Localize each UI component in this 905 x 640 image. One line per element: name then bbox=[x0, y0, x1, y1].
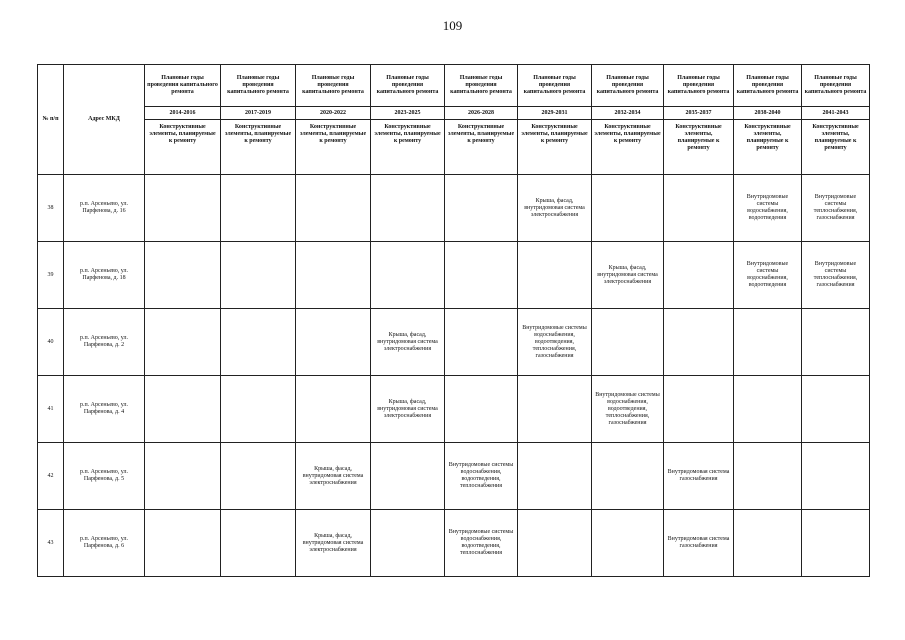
row-number: 42 bbox=[38, 443, 64, 510]
row-cell: Внутридомовые системы теплоснабжения, газоснабжения bbox=[802, 242, 870, 309]
period-title: Плановые годы проведения капитального ремонта bbox=[592, 65, 664, 107]
row-cell bbox=[221, 175, 296, 242]
period-title: Плановые годы проведения капитального ремонта bbox=[445, 65, 518, 107]
table-row bbox=[38, 443, 870, 510]
row-cell bbox=[664, 175, 734, 242]
row-cell: Крыша, фасад, внутридомовая система электроснабжения bbox=[592, 242, 664, 309]
row-cell bbox=[664, 309, 734, 376]
period-elements: Конструктивные элементы, планируемые к ремонту bbox=[445, 120, 518, 175]
period-title: Плановые годы проведения капитального ремонта bbox=[518, 65, 592, 107]
row-cell bbox=[145, 175, 221, 242]
period-elements: Конструктивные элементы, планируемые к ремонту bbox=[592, 120, 664, 175]
period-title: Плановые годы проведения капитального ремонта bbox=[221, 65, 296, 107]
row-cell bbox=[592, 443, 664, 510]
row-cell bbox=[734, 376, 802, 443]
row-cell: Крыша, фасад, внутридомовая система электроснабжения bbox=[371, 376, 445, 443]
period-elements: Конструктивные элементы, планируемые к ремонту bbox=[518, 120, 592, 175]
row-number: 41 bbox=[38, 376, 64, 443]
row-cell: Внутридомовая система газоснабжения bbox=[664, 443, 734, 510]
row-cell bbox=[221, 443, 296, 510]
row-cell bbox=[221, 376, 296, 443]
period-years: 2020-2022 bbox=[296, 107, 371, 120]
row-cell bbox=[445, 175, 518, 242]
period-title: Плановые годы проведения капитального ремонта bbox=[371, 65, 445, 107]
row-cell bbox=[371, 510, 445, 577]
row-cell bbox=[664, 376, 734, 443]
row-cell bbox=[592, 309, 664, 376]
period-years: 2023-2025 bbox=[371, 107, 445, 120]
period-elements: Конструктивные элементы, планируемые к ремонту bbox=[734, 120, 802, 175]
row-cell bbox=[518, 376, 592, 443]
row-cell: Внутридомовые системы водоснабжения, водоотведения, теплоснабжения bbox=[445, 443, 518, 510]
row-cell: Внутридомовые системы водоснабжения, водоотведения, теплоснабжения, газоснабжения bbox=[518, 309, 592, 376]
row-cell bbox=[518, 443, 592, 510]
row-cell bbox=[445, 309, 518, 376]
period-title: Плановые годы проведения капитального ремонта bbox=[296, 65, 371, 107]
row-cell bbox=[802, 309, 870, 376]
row-cell bbox=[734, 309, 802, 376]
row-cell bbox=[221, 242, 296, 309]
row-cell bbox=[518, 242, 592, 309]
period-elements: Конструктивные элементы, планируемые к ремонту bbox=[296, 120, 371, 175]
row-cell bbox=[145, 510, 221, 577]
row-cell bbox=[518, 510, 592, 577]
table-body bbox=[38, 175, 870, 577]
row-cell bbox=[221, 510, 296, 577]
row-cell: Внутридомовые системы водоснабжения, водоотведения, теплоснабжения, газоснабжения bbox=[592, 376, 664, 443]
row-cell bbox=[371, 443, 445, 510]
row-address: р.п. Арсеньево, ул. Парфенова, д. 5 bbox=[64, 443, 145, 510]
row-cell: Крыша, фасад, внутридомовая система электроснабжения bbox=[371, 309, 445, 376]
column-header-number: № п/п bbox=[38, 65, 64, 175]
row-cell bbox=[664, 242, 734, 309]
row-cell bbox=[145, 443, 221, 510]
row-cell: Крыша, фасад, внутридомовая система электроснабжения bbox=[296, 510, 371, 577]
period-years: 2014-2016 bbox=[145, 107, 221, 120]
period-years: 2041-2043 bbox=[802, 107, 870, 120]
row-cell: Крыша, фасад, внутридомовая система электроснабжения bbox=[296, 443, 371, 510]
row-cell bbox=[296, 242, 371, 309]
period-elements: Конструктивные элементы, планируемые к ремонту bbox=[221, 120, 296, 175]
header-row-titles bbox=[38, 65, 870, 107]
row-cell: Крыша, фасад, внутридомовая система электроснабжения bbox=[518, 175, 592, 242]
row-cell bbox=[296, 376, 371, 443]
row-number: 38 bbox=[38, 175, 64, 242]
row-cell bbox=[296, 175, 371, 242]
header-row-elements bbox=[38, 120, 870, 175]
table-row bbox=[38, 510, 870, 577]
row-cell bbox=[221, 309, 296, 376]
period-years: 2035-2037 bbox=[664, 107, 734, 120]
period-years: 2026-2028 bbox=[445, 107, 518, 120]
row-cell bbox=[592, 510, 664, 577]
row-number: 43 bbox=[38, 510, 64, 577]
row-cell bbox=[734, 443, 802, 510]
row-address: р.п. Арсеньево, ул. Парфенова, д. 2 bbox=[64, 309, 145, 376]
row-cell: Внутридомовая система газоснабжения bbox=[664, 510, 734, 577]
header-row-years bbox=[38, 107, 870, 120]
row-address: р.п. Арсеньево, ул. Парфенова, д. 16 bbox=[64, 175, 145, 242]
period-title: Плановые годы проведения капитального ремонта bbox=[145, 65, 221, 107]
column-header-address: Адрес МКД bbox=[64, 65, 145, 175]
row-cell bbox=[145, 242, 221, 309]
row-cell bbox=[802, 510, 870, 577]
table-row bbox=[38, 309, 870, 376]
row-cell: Внутридомовые системы водоснабжения, водоотведения, теплоснабжения bbox=[445, 510, 518, 577]
row-cell: Внутридомовые системы теплоснабжения, газоснабжения bbox=[802, 175, 870, 242]
period-years: 2032-2034 bbox=[592, 107, 664, 120]
row-number: 40 bbox=[38, 309, 64, 376]
table-row bbox=[38, 242, 870, 309]
table-header bbox=[38, 65, 870, 175]
row-cell bbox=[371, 242, 445, 309]
page-number: 109 bbox=[442, 18, 463, 33]
table-row bbox=[38, 175, 870, 242]
period-elements: Конструктивные элементы, планируемые к ремонту bbox=[145, 120, 221, 175]
row-address: р.п. Арсеньево, ул. Парфенова, д. 18 bbox=[64, 242, 145, 309]
row-cell bbox=[802, 376, 870, 443]
capital-repair-table bbox=[37, 64, 870, 577]
period-elements: Конструктивные элементы, планируемые к ремонту bbox=[802, 120, 870, 175]
row-cell bbox=[445, 376, 518, 443]
row-cell bbox=[296, 309, 371, 376]
row-cell bbox=[371, 175, 445, 242]
row-address: р.п. Арсеньево, ул. Парфенова, д. 4 bbox=[64, 376, 145, 443]
period-elements: Конструктивные элементы, планируемые к ремонту bbox=[371, 120, 445, 175]
period-years: 2017-2019 bbox=[221, 107, 296, 120]
row-cell bbox=[592, 175, 664, 242]
period-elements: Конструктивные элементы, планируемые к ремонту bbox=[664, 120, 734, 175]
row-cell: Внутридомовые системы водоснабжения, водоотведения bbox=[734, 175, 802, 242]
period-title: Плановые годы проведения капитального ремонта bbox=[734, 65, 802, 107]
period-title: Плановые годы проведения капитального ремонта bbox=[802, 65, 870, 107]
row-cell bbox=[734, 510, 802, 577]
period-title: Плановые годы проведения капитального ремонта bbox=[664, 65, 734, 107]
row-cell bbox=[145, 376, 221, 443]
row-cell bbox=[802, 443, 870, 510]
row-address: р.п. Арсеньево, ул. Парфенова, д. 6 bbox=[64, 510, 145, 577]
period-years: 2029-2031 bbox=[518, 107, 592, 120]
table-row bbox=[38, 376, 870, 443]
row-cell: Внутридомовые системы водоснабжения, водоотведения bbox=[734, 242, 802, 309]
row-cell bbox=[145, 309, 221, 376]
row-number: 39 bbox=[38, 242, 64, 309]
period-years: 2038-2040 bbox=[734, 107, 802, 120]
row-cell bbox=[445, 242, 518, 309]
